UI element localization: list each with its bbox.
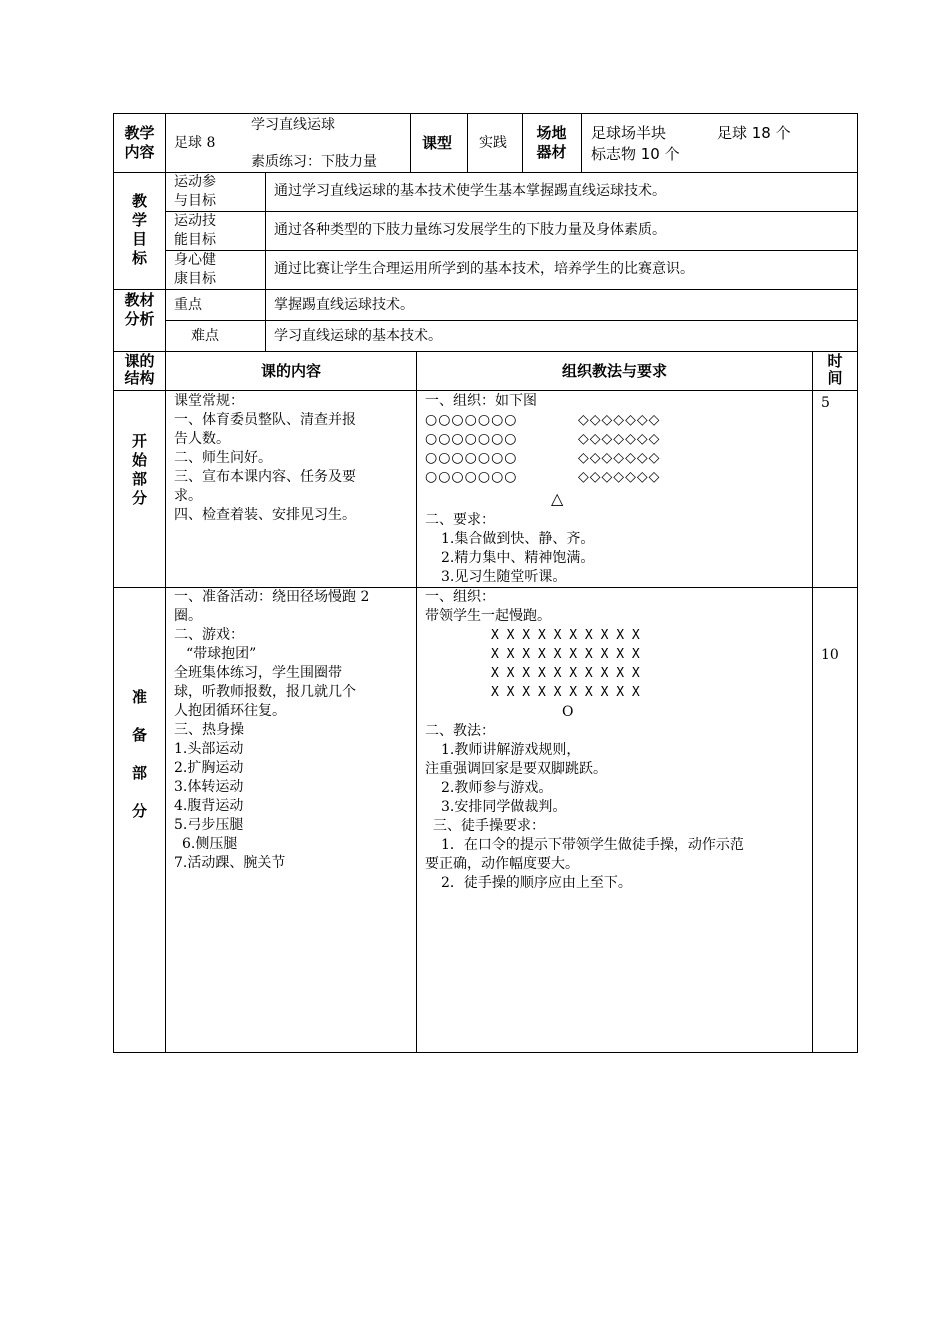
difficulty-label: 难点 xyxy=(191,328,219,344)
venue-label xyxy=(522,124,581,162)
difficulty-text: 学习直线运球的基本技术。 xyxy=(274,328,442,344)
method-line: 注重强调回家是要双脚跳跃。 xyxy=(425,761,607,777)
time-header-line2: 间 xyxy=(827,369,843,387)
formation-row: ◇◇◇◇◇◇◇ xyxy=(578,450,661,466)
formation-row: ○○○○○○○ xyxy=(425,469,518,485)
content-line: 二、师生问好。 xyxy=(174,450,272,466)
venue-label-line1: 场地 xyxy=(536,124,567,142)
section-start-label xyxy=(114,432,165,508)
content-label-line2: 内容 xyxy=(124,143,155,161)
teacher-marker-icon: O xyxy=(562,704,574,720)
method-line: 2．徒手操的顺序应由上至下。 xyxy=(441,875,632,891)
requirement-line: 2.精力集中、精神饱满。 xyxy=(441,550,595,566)
content-line: 7.活动踝、腕关节 xyxy=(174,855,286,871)
section-prep-time: 10 xyxy=(821,647,839,663)
section-label-char: 准 xyxy=(131,688,147,706)
venue-item-field: 足球场半块 xyxy=(591,124,667,142)
formation-row: ◇◇◇◇◇◇◇ xyxy=(578,431,661,447)
section-label-char: 部 xyxy=(131,470,147,488)
formation-diamonds xyxy=(578,411,660,487)
formation-row: X X X X X X X X X X xyxy=(491,647,640,662)
objectives-label-char: 标 xyxy=(131,249,147,267)
structure-header xyxy=(114,353,165,387)
structure-header-line2: 结构 xyxy=(124,369,155,387)
objectives-label-char: 目 xyxy=(131,230,147,248)
venue-item-balls: 足球 18 个 xyxy=(717,124,791,142)
content-line: 四、检查着装、安排见习生。 xyxy=(174,507,356,523)
time-header-line1: 时 xyxy=(827,352,843,370)
section-start-content xyxy=(174,392,356,525)
method-line: 1.教师讲解游戏规则， xyxy=(441,742,581,758)
section-label-char: 备 xyxy=(131,726,147,744)
section-label-char: 始 xyxy=(131,451,147,469)
content-line: 课堂常规： xyxy=(174,393,244,409)
objective-text-health: 通过比赛让学生合理运用所学到的基本技术，培养学生的比赛意识。 xyxy=(274,261,694,277)
section-start-requirements xyxy=(425,511,594,587)
key-point-text: 掌握踢直线运球技术。 xyxy=(274,297,414,313)
method-line: 2.教师参与游戏。 xyxy=(441,780,553,796)
content-line: 1.头部运动 xyxy=(174,741,244,757)
objective-name-line: 运动技 xyxy=(174,213,216,229)
content-line: 2.扩胸运动 xyxy=(174,760,244,776)
topic-secondary: 素质练习：下肢力量 xyxy=(251,154,377,170)
section-label-char: 开 xyxy=(131,432,147,450)
method-line: 二、教法： xyxy=(425,723,495,739)
formation-row: ◇◇◇◇◇◇◇ xyxy=(578,469,661,485)
content-line: 一、准备活动：绕田径场慢跑 2 xyxy=(174,589,370,605)
section-label-char: 分 xyxy=(131,802,147,820)
section-start-method-title: 一、组织：如下图 xyxy=(425,393,537,409)
objective-name-line: 能目标 xyxy=(174,232,216,248)
objectives-label-char: 学 xyxy=(131,211,147,229)
content-line: 3.体转运动 xyxy=(174,779,244,795)
analysis-label xyxy=(114,291,165,329)
objective-name-line: 身心健 xyxy=(174,252,216,268)
method-line: 一、组织： xyxy=(425,589,495,605)
method-line: 要正确，动作幅度要大。 xyxy=(425,856,579,872)
content-line: 人抱团循环往复。 xyxy=(174,703,286,719)
analysis-label-line2: 分析 xyxy=(124,310,155,328)
section-prep-content xyxy=(174,588,369,873)
content-line: 三、热身操 xyxy=(174,722,244,738)
objective-name-skill xyxy=(174,212,216,250)
content-line: 求。 xyxy=(174,488,202,504)
formation-row: X X X X X X X X X X xyxy=(491,628,640,643)
objective-name-health xyxy=(174,251,216,289)
section-prep-method-org xyxy=(425,588,551,626)
structure-header-line1: 课的 xyxy=(124,352,155,370)
objective-name-line: 运动参 xyxy=(174,174,216,190)
content-line: 5.弓步压腿 xyxy=(174,817,244,833)
content-line: 二、游戏： xyxy=(174,627,244,643)
formation-x-grid xyxy=(491,626,640,702)
content-line: 全班集体练习，学生围圈带 xyxy=(174,665,342,681)
section-prep-label xyxy=(114,687,165,839)
content-line: 一、体育委员整队、清查并报 xyxy=(174,412,356,428)
formation-row: X X X X X X X X X X xyxy=(491,666,640,681)
lesson-type-value: 实践 xyxy=(479,135,507,151)
method-line: 三、徒手操要求： xyxy=(433,818,545,834)
content-line: “带球抱团” xyxy=(186,646,257,662)
section-label-char: 分 xyxy=(131,489,147,507)
key-point-label: 重点 xyxy=(174,297,202,313)
objective-name-line: 康目标 xyxy=(174,271,216,287)
lesson-type-label: 课型 xyxy=(422,134,453,152)
formation-row: ○○○○○○○ xyxy=(425,412,518,428)
course-number: 足球 8 xyxy=(174,135,216,151)
content-line: 三、宣布本课内容、任务及要 xyxy=(174,469,356,485)
venue-item-markers: 标志物 10 个 xyxy=(591,145,680,163)
analysis-label-line1: 教材 xyxy=(124,291,155,309)
content-label-line1: 教学 xyxy=(124,124,155,142)
formation-circles xyxy=(425,411,518,487)
time-column-header xyxy=(813,353,857,387)
requirement-line: 1.集合做到快、静、齐。 xyxy=(441,531,595,547)
method-line: 3.安排同学做裁判。 xyxy=(441,799,567,815)
content-line: 6.侧压腿 xyxy=(182,836,238,852)
method-line: 带领学生一起慢跑。 xyxy=(425,608,551,624)
objective-name-line: 与目标 xyxy=(174,193,216,209)
content-label xyxy=(114,124,165,162)
objectives-label xyxy=(114,192,165,268)
content-line: 4.腹背运动 xyxy=(174,798,244,814)
content-line: 圈。 xyxy=(174,608,202,624)
objective-text-participation: 通过学习直线运球的基本技术使学生基本掌握踢直线运球技术。 xyxy=(274,183,666,199)
requirement-line: 二、要求： xyxy=(425,512,495,528)
formation-row: ◇◇◇◇◇◇◇ xyxy=(578,412,661,428)
topic-primary: 学习直线运球 xyxy=(251,117,335,133)
venue-label-line2: 器材 xyxy=(536,143,567,161)
content-line: 告人数。 xyxy=(174,431,230,447)
requirement-line: 3.见习生随堂听课。 xyxy=(441,569,567,585)
method-line: 1．在口令的提示下带领学生做徒手操，动作示范 xyxy=(441,837,744,853)
objectives-label-char: 教 xyxy=(131,192,147,210)
objective-name-participation xyxy=(174,173,216,211)
formation-row: ○○○○○○○ xyxy=(425,450,518,466)
method-column-header: 组织教法与要求 xyxy=(561,362,667,380)
formation-row: X X X X X X X X X X xyxy=(491,685,640,700)
section-prep-method-detail xyxy=(425,722,744,893)
teacher-triangle-icon: △ xyxy=(551,489,564,508)
section-label-char: 部 xyxy=(131,764,147,782)
formation-row: ○○○○○○○ xyxy=(425,431,518,447)
section-start-time: 5 xyxy=(821,395,830,411)
content-line: 球，听教师报数，报几就几个 xyxy=(174,684,356,700)
content-column-header: 课的内容 xyxy=(260,362,321,380)
objective-text-skill: 通过各种类型的下肢力量练习发展学生的下肢力量及身体素质。 xyxy=(274,222,666,238)
